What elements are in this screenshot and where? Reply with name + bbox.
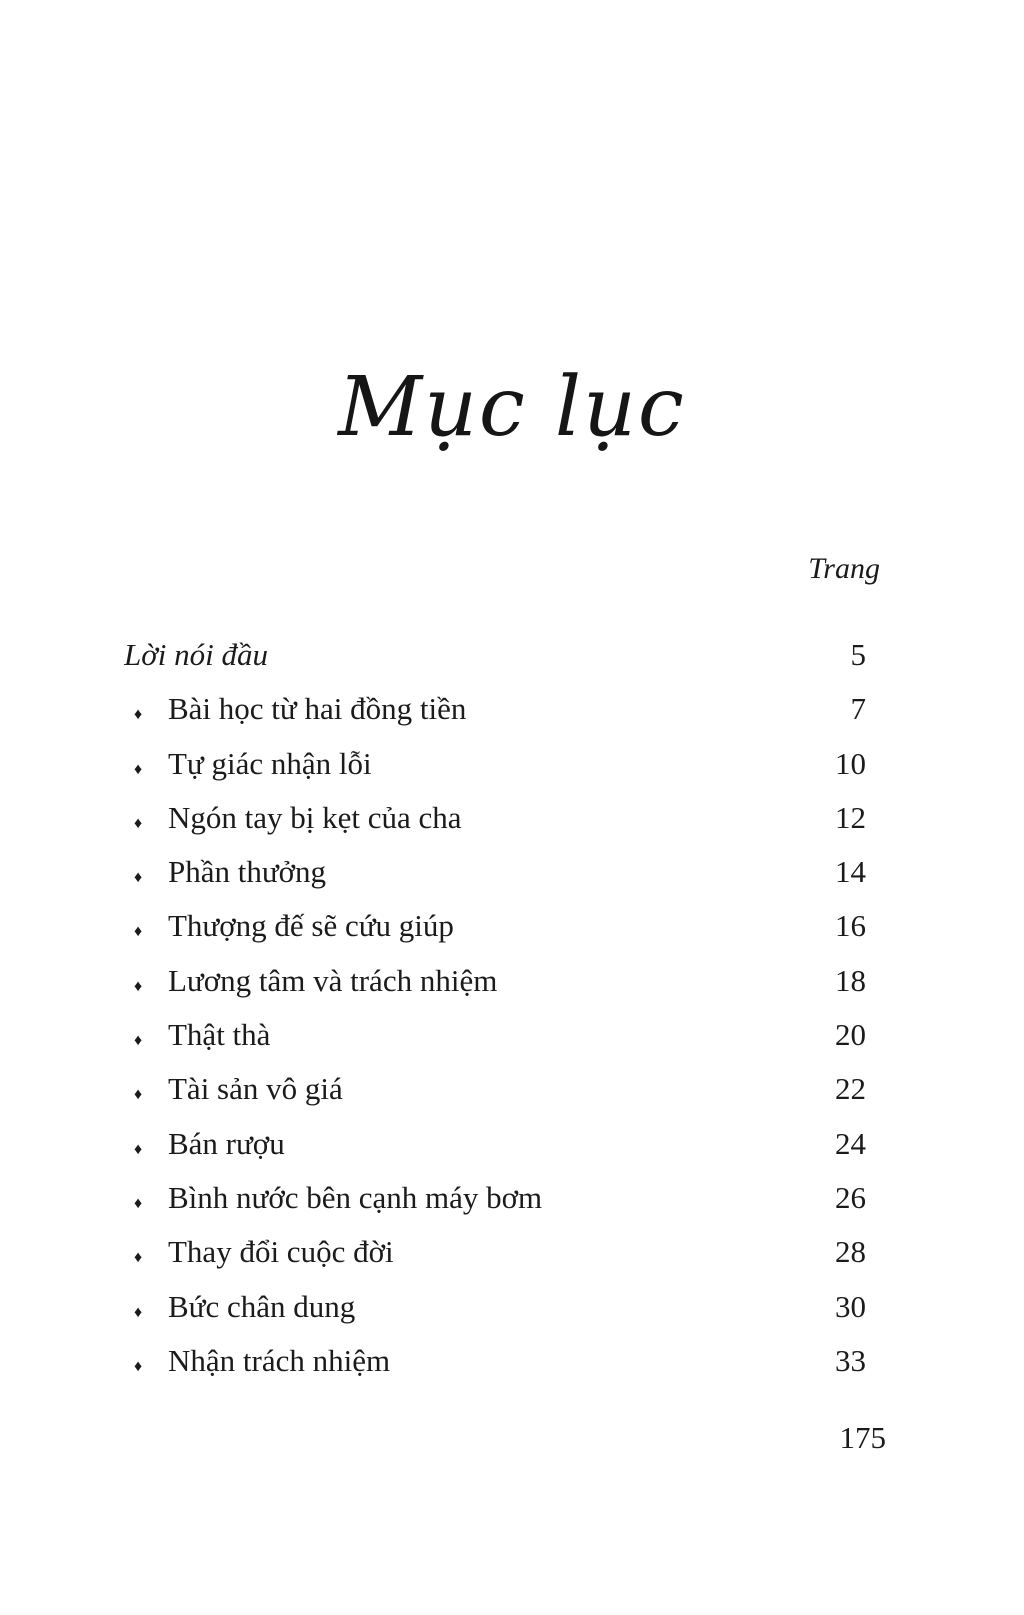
toc-entry-label: Bình nước bên cạnh máy bơm <box>168 1179 543 1215</box>
toc-entry <box>124 791 866 845</box>
toc-entry-page-number: 14 <box>835 854 866 890</box>
toc-entry <box>124 737 866 791</box>
toc-entry <box>124 1171 866 1225</box>
toc-entry <box>124 1334 866 1388</box>
toc-entry-label: Nhận trách nhiệm <box>168 1342 391 1378</box>
toc-entry-label: Bán rượu <box>168 1125 285 1161</box>
folio-page-number: 175 <box>839 1420 886 1455</box>
toc-entry <box>124 899 866 953</box>
toc-entry-label: Phần thưởng <box>168 854 327 890</box>
toc-entry <box>124 628 866 682</box>
toc-entry <box>124 682 866 736</box>
toc-entry-label: Bức chân dung <box>168 1288 356 1324</box>
toc-entry <box>124 1280 866 1334</box>
toc-entry <box>124 1225 866 1279</box>
toc-entry-page-number: 20 <box>835 1017 866 1053</box>
toc-entry-label: Tài sản vô giá <box>168 1071 343 1107</box>
toc-entry-label: Lương tâm và trách nhiệm <box>168 962 498 998</box>
toc-entry-page-number: 12 <box>835 799 866 835</box>
toc-entry <box>124 1117 866 1171</box>
toc-entry-page-number: 26 <box>835 1179 866 1215</box>
diamond-bullet-icon: ♦ <box>134 1194 143 1212</box>
diamond-bullet-icon: ♦ <box>134 1032 143 1050</box>
toc-entry-label: Thật thà <box>168 1017 271 1053</box>
toc-entry <box>124 1062 866 1116</box>
page-title: Mục lục <box>338 360 686 455</box>
toc-entry-label: Thượng đế sẽ cứu giúp <box>168 908 454 944</box>
toc-entry-label: Tự giác nhận lỗi <box>168 745 372 781</box>
toc-entry-page-number: 18 <box>835 962 866 998</box>
toc-entry <box>124 845 866 899</box>
diamond-bullet-icon: ♦ <box>134 814 143 832</box>
toc-entry-page-number: 30 <box>835 1288 866 1324</box>
toc-entry-page-number: 10 <box>835 745 866 781</box>
page-column-header: Trang <box>808 552 880 585</box>
toc-entry <box>124 1008 866 1062</box>
toc-list <box>124 628 866 1388</box>
toc-entry-page-number: 16 <box>835 908 866 944</box>
toc-entry-label: Lời nói đầu <box>124 637 269 672</box>
diamond-bullet-icon: ♦ <box>134 869 143 887</box>
toc-entry-page-number: 7 <box>850 691 866 727</box>
diamond-bullet-icon: ♦ <box>134 1249 143 1267</box>
toc-entry-page-number: 24 <box>835 1125 866 1161</box>
toc-entry-label: Ngón tay bị kẹt của cha <box>168 799 462 835</box>
diamond-bullet-icon: ♦ <box>134 1303 143 1321</box>
toc-entry-label: Bài học từ hai đồng tiền <box>168 691 467 727</box>
diamond-bullet-icon: ♦ <box>134 760 143 778</box>
toc-entry-page-number: 28 <box>835 1234 866 1270</box>
diamond-bullet-icon: ♦ <box>134 923 143 941</box>
diamond-bullet-icon: ♦ <box>134 1086 143 1104</box>
toc-entry-page-number: 22 <box>835 1071 866 1107</box>
diamond-bullet-icon: ♦ <box>134 977 143 995</box>
toc-entry <box>124 954 866 1008</box>
toc-entry-page-number: 5 <box>850 637 866 672</box>
toc-entry-label: Thay đổi cuộc đời <box>168 1234 394 1270</box>
diamond-bullet-icon: ♦ <box>134 1140 143 1158</box>
diamond-bullet-icon: ♦ <box>134 1357 143 1375</box>
toc-entry-page-number: 33 <box>835 1342 866 1378</box>
diamond-bullet-icon: ♦ <box>134 706 143 724</box>
